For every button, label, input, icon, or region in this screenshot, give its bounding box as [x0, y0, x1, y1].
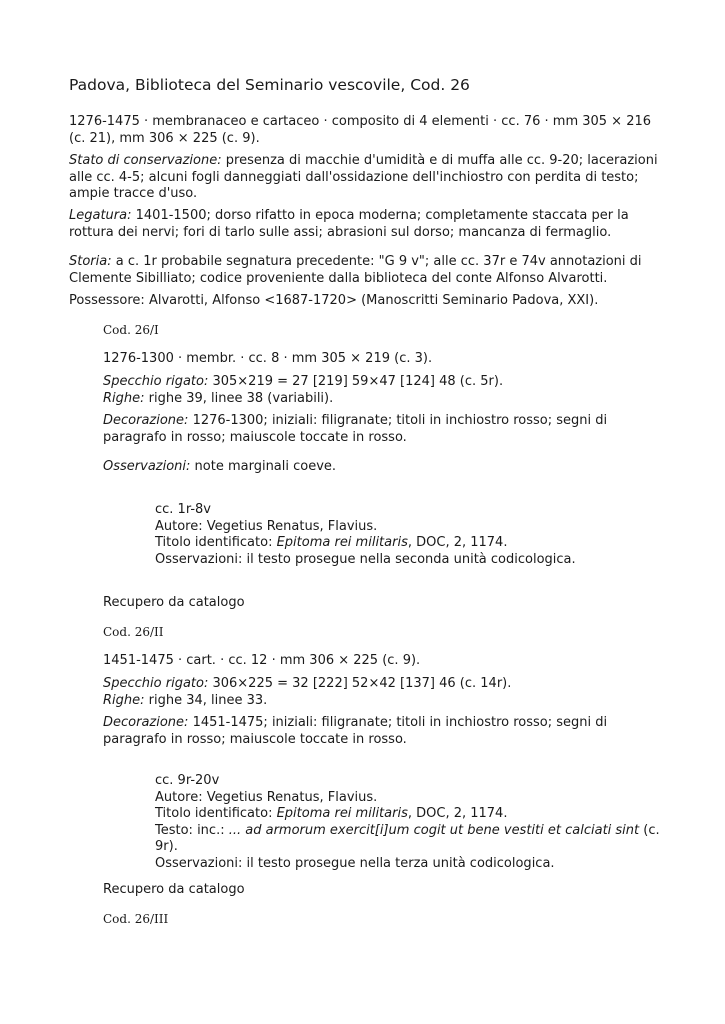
decoration — [103, 715, 668, 748]
decoration-text: 1276-1300; iniziali: filigranate; titoli in inchiostro rosso; segni di paragrafo in rosso; maiuscole toccate in rosso. — [103, 413, 608, 445]
ruling-label: Specchio rigato: — [103, 374, 209, 389]
notes-text: note marginali coeve. — [190, 459, 337, 474]
page-title: Padova, Biblioteca del Seminario vescovile, Cod. 26 — [69, 76, 470, 94]
ruling-text: 305×219 = 27 [219] 59×47 [124] 48 (c. 5r). — [208, 374, 504, 389]
incipit-prefix: Testo: inc.: — [155, 822, 229, 838]
item-folios: cc. 9r-20v — [155, 773, 220, 788]
unit-heading: Cod. 26/III — [103, 912, 169, 926]
lines-text: righe 39, linee 38 (variabili). — [144, 390, 334, 406]
item-title-work: Epitoma rei militaris — [276, 535, 408, 550]
notes-label: Osservazioni: — [103, 459, 191, 474]
binding-label: Legatura: — [69, 208, 132, 223]
item-title-suffix: , DOC, 2, 1174. — [407, 806, 508, 821]
unit-heading: Cod. 26/II — [103, 625, 164, 639]
lines-text: righe 34, linee 33. — [144, 692, 268, 708]
ruling-label: Specchio rigato: — [103, 676, 209, 691]
unit-notes — [103, 459, 668, 476]
incipit-text: ... ad armorum exercit[i]um cogit ut bene vestiti et calciati sint — [228, 822, 640, 838]
ruling-text: 306×225 = 32 [222] 52×42 [137] 46 (c. 14r). — [208, 676, 512, 691]
owner: Possessore: Alvarotti, Alfonso <1687-1720> (Manoscritti Seminario Padova, XXI). — [69, 293, 599, 308]
unit-description: 1451-1475 · cart. · cc. 12 · mm 306 × 225 (c. 9). — [103, 653, 421, 668]
incipit-suffix: (c. 9r). — [155, 822, 660, 854]
unit-description: 1276-1300 · membr. · cc. 8 · mm 305 × 219 (c. 3). — [103, 351, 433, 366]
item-notes: Osservazioni: il testo prosegue nella seconda unità codicologica. — [155, 551, 576, 567]
unit-heading: Cod. 26/I — [103, 323, 159, 337]
conservation-state — [69, 153, 659, 203]
catalog-recovery-note: Recupero da catalogo — [103, 882, 245, 897]
conservation-text: presenza di macchie d'umidità e di muffa alle cc. 9-20; lacerazioni alle cc. 4-5; alcuni fogli danneggiati dall'ossidazione dell'inchiostro con perdita di testo; ampie tracce d'uso. — [69, 153, 658, 201]
ruling-and-lines — [103, 676, 668, 709]
binding — [69, 208, 659, 241]
item-author: Autore: Vegetius Renatus, Flavius. — [155, 789, 378, 805]
physical-description: 1276-1475 · membranaceo e cartaceo · composito di 4 elementi · cc. 76 · mm 305 × 216 (c. 21), mm 306 × 225 (c. 9). — [69, 114, 652, 146]
item-title — [155, 806, 675, 823]
ruling-and-lines — [103, 374, 668, 407]
item-title-work: Epitoma rei militaris — [276, 806, 408, 821]
history-label: Storia: — [69, 254, 112, 269]
decoration-text: 1451-1475; iniziali: filigranate; titoli in inchiostro rosso; segni di paragrafo in rosso; maiuscole toccate in rosso. — [103, 715, 608, 747]
content-item — [155, 773, 675, 872]
item-title-prefix: Titolo identificato: — [155, 535, 277, 550]
catalog-recovery-note: Recupero da catalogo — [103, 595, 245, 610]
item-folios: cc. 1r-8v — [155, 502, 211, 517]
history-text: a c. 1r probabile segnatura precedente: "G 9 v"; alle cc. 37r e 74v annotazioni di Clemente Sibilliato; codice proveniente dalla biblioteca del conte Alfonso Alvarotti. — [69, 254, 642, 286]
decoration — [103, 413, 668, 446]
lines-label: Righe: — [103, 390, 145, 406]
binding-text: 1401-1500; dorso rifatto in epoca moderna; completamente staccata per la rottura dei nervi; fori di tarlo sulle assi; abrasioni sul dorso; mancanza di fermaglio. — [69, 208, 629, 240]
decoration-label: Decorazione: — [103, 715, 189, 730]
decoration-label: Decorazione: — [103, 413, 189, 428]
item-incipit — [155, 823, 675, 856]
item-notes: Osservazioni: il testo prosegue nella terza unità codicologica. — [155, 855, 555, 871]
item-title — [155, 535, 675, 552]
item-author: Autore: Vegetius Renatus, Flavius. — [155, 518, 378, 534]
history — [69, 254, 659, 287]
item-title-suffix: , DOC, 2, 1174. — [407, 535, 508, 550]
item-title-prefix: Titolo identificato: — [155, 806, 277, 821]
conservation-label: Stato di conservazione: — [69, 153, 222, 168]
lines-label: Righe: — [103, 692, 145, 708]
content-item — [155, 502, 675, 568]
